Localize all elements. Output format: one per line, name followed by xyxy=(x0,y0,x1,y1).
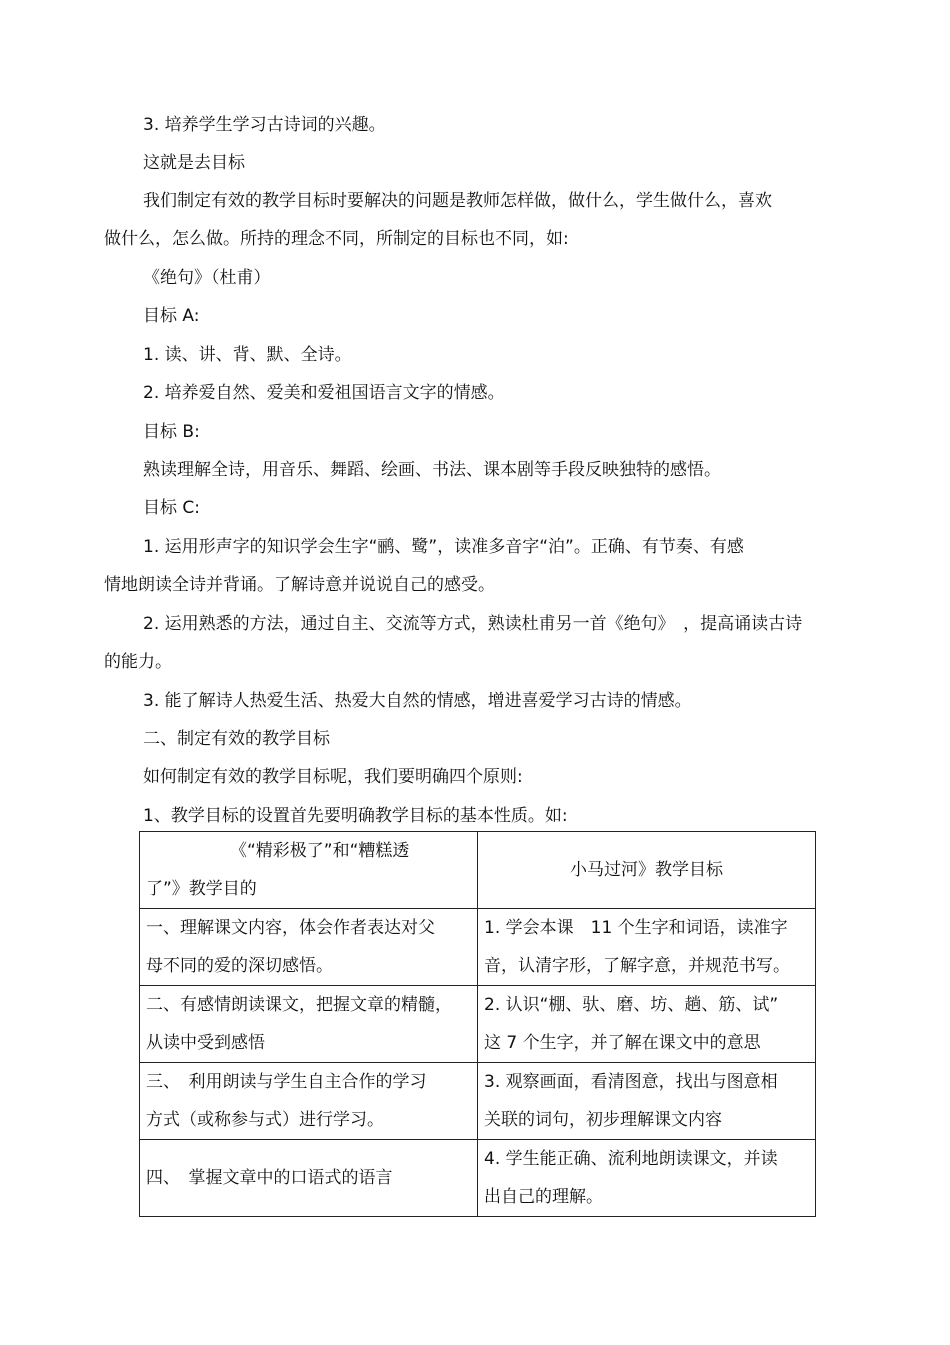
text-line: 二、制定有效的教学目标 xyxy=(143,729,330,749)
cell-line: 关联的词句，初步理解课文内容 xyxy=(484,1110,722,1130)
cell-line: 母不同的爱的深切感悟。 xyxy=(146,956,333,976)
table-cell xyxy=(478,1063,816,1140)
cell-line: 了”》教学目的 xyxy=(146,879,257,899)
cell-line: 一、理解课文内容，体会作者表达对父 xyxy=(146,918,435,938)
cell-line: 出自己的理解。 xyxy=(484,1187,603,1207)
text-line: 这就是去目标 xyxy=(143,153,245,173)
text-line: 的能力。 xyxy=(104,652,172,672)
cell-line: 从读中受到感悟 xyxy=(146,1033,265,1053)
text-line: 2. 运用熟悉的方法，通过自主、交流等方式，熟读杜甫另一首《绝句》 ，提高诵读古诗 xyxy=(143,614,803,634)
cell-line: 2. 认识“棚、驮、磨、坊、趟、筋、试” xyxy=(484,995,779,1015)
text-line: 3. 能了解诗人热爱生活、热爱大自然的情感，增进喜爱学习古诗的情感。 xyxy=(143,691,692,711)
table-row xyxy=(140,1063,816,1140)
text-line: 我们制定有效的教学目标时要解决的问题是教师怎样做，做什么，学生做什么，喜欢 xyxy=(143,191,772,211)
cell-line: 3. 观察画面，看清图意，找出与图意相 xyxy=(484,1072,778,1092)
cell-line: 三、 利用朗读与学生自主合作的学习 xyxy=(146,1072,427,1092)
cell-line: 1. 学会本课 11 个生字和词语，读准字 xyxy=(484,918,788,938)
text-line: 1. 读、讲、背、默、全诗。 xyxy=(143,345,352,365)
table-cell xyxy=(140,1063,478,1140)
text-line: 《绝句》（杜甫） xyxy=(143,268,271,288)
text-line: 2. 培养爱自然、爱美和爱祖国语言文字的情感。 xyxy=(143,383,505,403)
cell-line: 这 7 个生字，并了解在课文中的意思 xyxy=(484,1033,761,1053)
text-line: 情地朗读全诗并背诵。了解诗意并说说自己的感受。 xyxy=(104,575,495,595)
text-line: 目标 C: xyxy=(143,498,201,518)
text-line: 做什么，怎么做。所持的理念不同，所制定的目标也不同，如: xyxy=(104,229,569,249)
cell-line: 音，认清字形，了解字意，并规范书写。 xyxy=(484,956,790,976)
table-cell xyxy=(140,909,478,986)
table-cell xyxy=(478,986,816,1063)
table-header-row xyxy=(140,832,816,909)
cell-line: 四、 掌握文章中的口语式的语言 xyxy=(146,1168,393,1188)
cell-line: 方式（或称参与式）进行学习。 xyxy=(146,1110,384,1130)
text-line: 熟读理解全诗，用音乐、舞蹈、绘画、书法、课本剧等手段反映独特的感悟。 xyxy=(143,460,721,480)
table-header-left xyxy=(140,832,478,909)
text-line: 1、教学目标的设置首先要明确教学目标的基本性质。如: xyxy=(143,806,568,826)
table-cell xyxy=(140,1140,478,1217)
table-cell xyxy=(478,909,816,986)
cell-line: 二、有感情朗读课文，把握文章的精髓， xyxy=(146,995,452,1015)
cell-line: 4. 学生能正确、流利地朗读课文，并读 xyxy=(484,1149,778,1169)
table-row xyxy=(140,1140,816,1217)
table-row xyxy=(140,909,816,986)
text-line: 1. 运用形声字的知识学会生字“鹂、鹭”，读准多音字“泊”。正确、有节奏、有感 xyxy=(143,537,744,557)
comparison-table xyxy=(139,831,816,1217)
cell-line: 小马过河》教学目标 xyxy=(570,860,723,880)
cell-line: 《“精彩极了”和“糟糕透 xyxy=(230,841,410,861)
text-line: 目标 A: xyxy=(143,306,200,326)
table-cell xyxy=(140,986,478,1063)
table-header-right xyxy=(478,832,816,909)
text-line: 3. 培养学生学习古诗词的兴趣。 xyxy=(143,115,386,135)
text-line: 如何制定有效的教学目标呢，我们要明确四个原则: xyxy=(143,767,523,787)
table-cell xyxy=(478,1140,816,1217)
table-row xyxy=(140,986,816,1063)
text-line: 目标 B: xyxy=(143,422,200,442)
